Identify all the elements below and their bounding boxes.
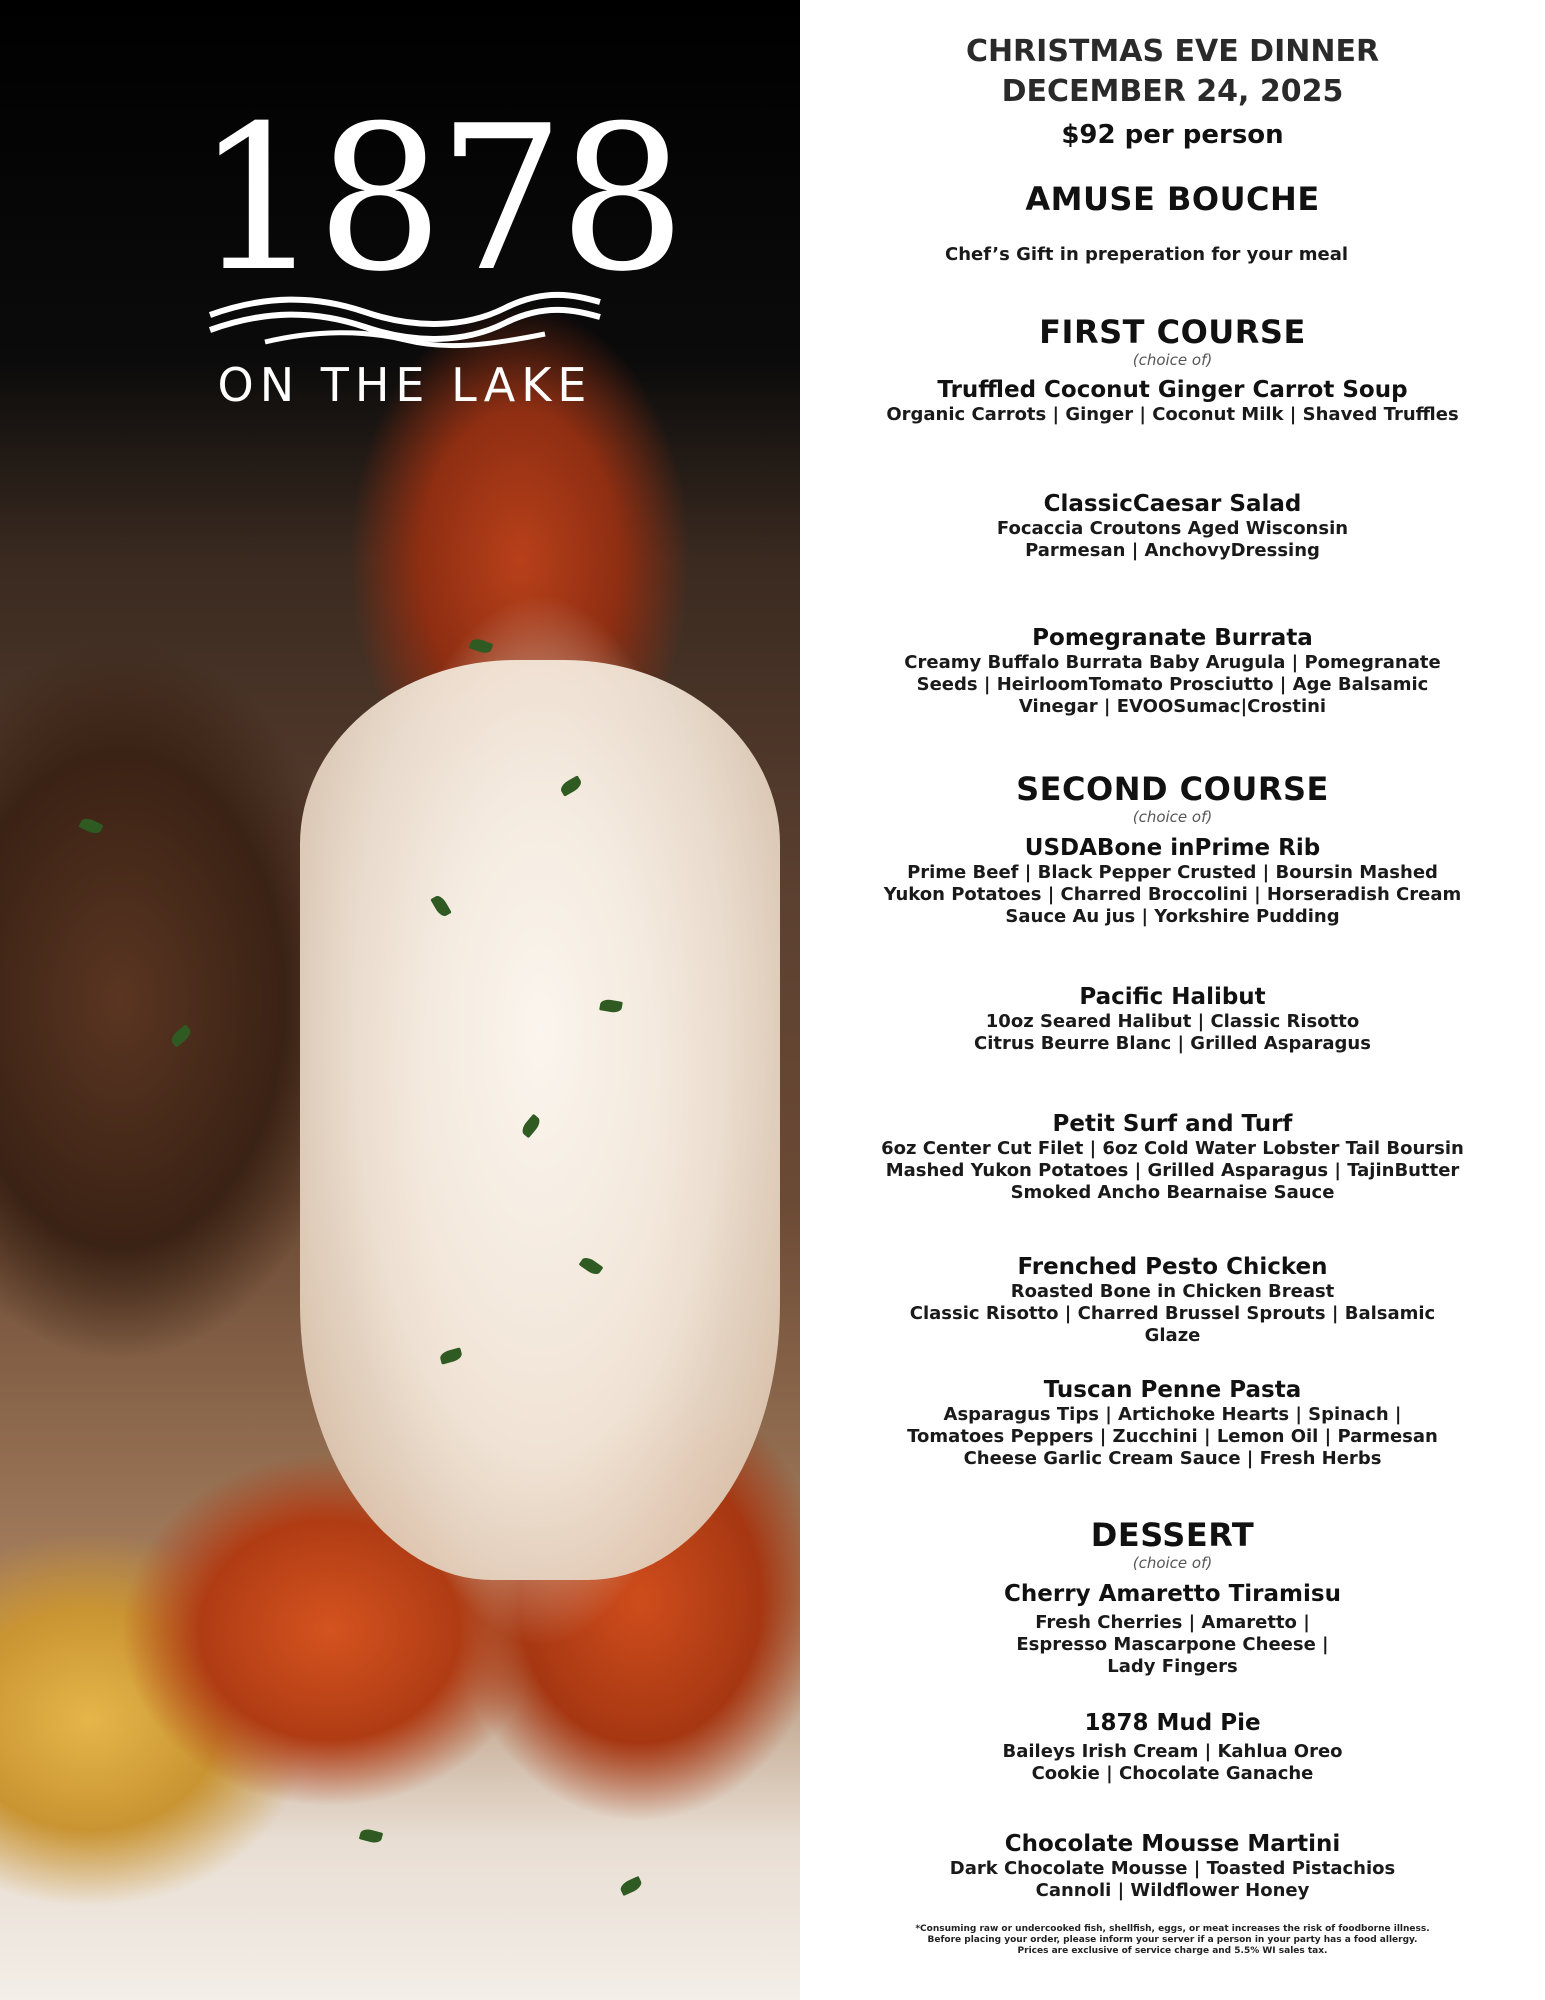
first-course-section <box>800 313 1545 369</box>
item-desc: Lady Fingers <box>1107 1656 1238 1677</box>
item-desc: Cannoli | Wildflower Honey <box>1035 1880 1310 1901</box>
item-name: USDABone inPrime Rib <box>1024 835 1321 861</box>
item-desc: Parmesan | AnchovyDressing <box>1025 540 1320 561</box>
item-desc: Focaccia Croutons Aged Wisconsin <box>996 518 1349 539</box>
section-title: DESSERT <box>1090 1516 1255 1554</box>
logo-subtitle: ON THE LAKE <box>217 358 593 412</box>
item-desc: Citrus Beurre Blanc | Grilled Asparagus <box>974 1033 1371 1054</box>
menu-header <box>800 32 1545 150</box>
item-name: Truffled Coconut Ginger Carrot Soup <box>937 377 1408 403</box>
item-desc: Cookie | Chocolate Ganache <box>1031 1763 1314 1784</box>
amuse-section <box>800 180 1545 265</box>
item-desc: Fresh Cherries | Amaretto | <box>1035 1612 1310 1633</box>
herb-garnish <box>469 637 494 656</box>
section-title: SECOND COURSE <box>1016 770 1329 808</box>
item-desc: 6oz Center Cut Filet | 6oz Cold Water Lobster Tail Boursin <box>881 1138 1464 1159</box>
section-title: AMUSE BOUCHE <box>1025 180 1320 218</box>
item-desc: Creamy Buffalo Burrata Baby Arugula | Pomegranate <box>904 652 1441 673</box>
dessert-section <box>800 1516 1545 1572</box>
menu-item <box>800 1376 1545 1470</box>
choice-note: (choice of) <box>1132 1554 1213 1572</box>
herb-garnish <box>78 816 103 836</box>
price: $92 per person <box>1061 120 1284 150</box>
choice-note: (choice of) <box>1132 808 1213 826</box>
item-name: Petit Surf and Turf <box>1052 1111 1293 1137</box>
menu-item <box>800 1830 1545 1902</box>
second-course-section <box>800 770 1545 826</box>
amuse-desc: Chef’s Gift in preperation for your meal <box>945 244 1349 265</box>
item-name: 1878 Mud Pie <box>1084 1710 1261 1736</box>
item-desc: Glaze <box>1144 1325 1201 1346</box>
menu-item <box>800 624 1545 718</box>
event-title: CHRISTMAS EVE DINNER <box>965 34 1380 69</box>
event-date: DECEMBER 24, 2025 <box>1001 74 1344 109</box>
item-name: Chocolate Mousse Martini <box>1004 1831 1341 1857</box>
section-title: FIRST COURSE <box>1039 313 1306 351</box>
menu-panel <box>800 0 1545 2000</box>
menu-item <box>800 490 1545 562</box>
item-desc: Mashed Yukon Potatoes | Grilled Asparagus | TajinButter <box>885 1160 1460 1181</box>
item-desc: Smoked Ancho Bearnaise Sauce <box>1010 1182 1335 1203</box>
item-desc: Dark Chocolate Mousse | Toasted Pistachios <box>949 1858 1396 1879</box>
item-desc: Seeds | HeirloomTomato Prosciutto | Age Balsamic <box>916 674 1429 695</box>
item-desc: Roasted Bone in Chicken Breast <box>1010 1281 1335 1302</box>
herb-garnish <box>618 1876 643 1896</box>
menu-item <box>800 834 1545 928</box>
item-desc: Baileys Irish Cream | Kahlua Oreo <box>1002 1741 1343 1762</box>
item-desc: Vinegar | EVOOSumac|Crostini <box>1018 696 1327 717</box>
item-desc: Tomatoes Peppers | Zucchini | Lemon Oil | Parmesan <box>907 1426 1438 1447</box>
menu-item <box>800 1709 1545 1785</box>
lobster-tail-image <box>300 660 780 1580</box>
restaurant-logo <box>195 83 680 412</box>
menu-item <box>800 983 1545 1055</box>
item-desc: Organic Carrots | Ginger | Coconut Milk | Shaved Truffles <box>886 404 1459 425</box>
item-desc: Classic Risotto | Charred Brussel Sprouts | Balsamic <box>909 1303 1436 1324</box>
item-desc: Cheese Garlic Cream Sauce | Fresh Herbs <box>963 1448 1382 1469</box>
item-desc: Yukon Potatoes | Charred Broccolini | Horseradish Cream <box>883 884 1462 905</box>
item-desc: Sauce Au jus | Yorkshire Pudding <box>1005 906 1340 927</box>
item-desc: 10oz Seared Halibut | Classic Risotto <box>985 1011 1360 1032</box>
herb-garnish <box>359 1827 383 1844</box>
logo-number: 1878 <box>195 83 680 316</box>
item-name: Pomegranate Burrata <box>1032 625 1313 651</box>
herb-garnish <box>169 1024 194 1047</box>
item-name: Frenched Pesto Chicken <box>1017 1254 1328 1280</box>
item-name: Pacific Halibut <box>1079 984 1266 1010</box>
disclaimer <box>800 1924 1545 1957</box>
item-desc: Espresso Mascarpone Cheese | <box>1016 1634 1329 1655</box>
choice-note: (choice of) <box>1132 351 1213 369</box>
menu-item <box>800 1110 1545 1204</box>
menu-item <box>800 376 1545 426</box>
menu-item <box>800 1580 1545 1678</box>
item-name: ClassicCaesar Salad <box>1043 491 1302 517</box>
item-desc: Prime Beef | Black Pepper Crusted | Boursin Mashed <box>907 862 1438 883</box>
item-name: Tuscan Penne Pasta <box>1043 1377 1302 1403</box>
item-name: Cherry Amaretto Tiramisu <box>1004 1581 1341 1607</box>
item-desc: Asparagus Tips | Artichoke Hearts | Spinach | <box>943 1404 1402 1425</box>
disclaimer-text: *Consuming raw or undercooked fish, shellfish, eggs, or meat increases the risk of foodborne illness. Before placing your order, please inform your server if a person in your party has a food allergy. Prices are exclusive of service charge and 5.5% WI sales tax. <box>915 1924 1430 1956</box>
menu-item <box>800 1253 1545 1347</box>
